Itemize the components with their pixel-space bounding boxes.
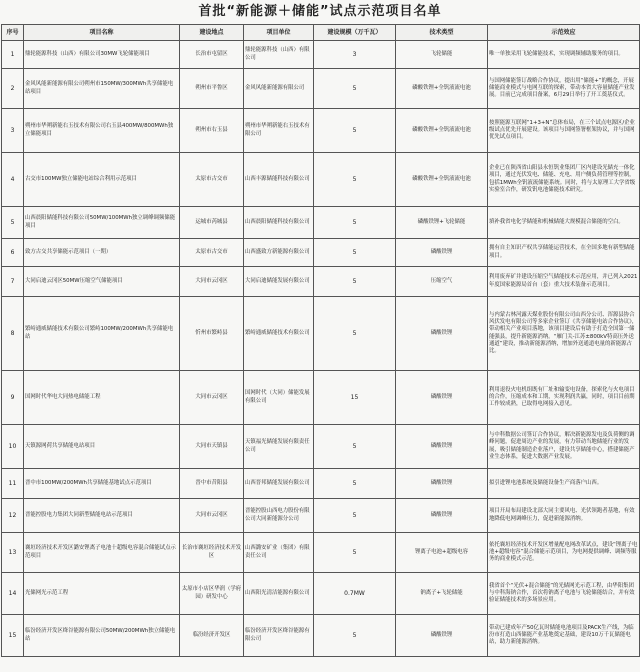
cell-unit: 繁峙通威储能技术有限公司 [244,297,314,371]
header-tech: 技术类型 [396,25,488,41]
cell-scale: 5 [314,425,396,469]
cell-location: 大同市云冈区 [180,371,244,425]
table-row [2,207,640,239]
cell-tech: 飞轮储能 [396,41,488,69]
cell-no: 5 [2,207,24,239]
cell-unit: 山西潞安矿业（集团）有限责任公司 [244,533,314,573]
cell-name: 金风风能新能源有限公司朔州市150MW/300MWh共享储能电站项目 [24,69,180,109]
cell-tech: 磷酸铁锂 [396,371,488,425]
cell-location: 忻州市繁峙县 [180,297,244,371]
cell-location: 长治市屯留区 [180,41,244,69]
table-row [2,239,640,267]
cell-tech: 磷酸铁锂+全钒液流电池 [396,153,488,207]
cell-name: 古交市100MW独立储能电站综合利用示范项目 [24,153,180,207]
cell-scale: 5 [314,109,396,153]
table-row [2,371,640,425]
cell-name: 致方古交共享储能示范项目（一期） [24,239,180,267]
cell-effect: 与内蒙古林河露天煤业股份有限公司山西分公司、浑源县协合风伏发电有限公司等多家企业签订《共享储能电站合作协议》，带动相关产业项目落地，该项目建设后有助于打造全国第一储能强县，提升新能源消纳。“雁门关-江苏±800kV特高压外送通道”建设，推动新能源消纳，增加外送通道电量的新能源占比。 [488,297,640,371]
cell-no: 11 [2,469,24,499]
cell-scale: 3 [314,41,396,69]
cell-name: 晋中市100MW/200MWh共享储能基地试点示范项目 [24,469,180,499]
cell-unit: 山西晋邦储能发展有限公司 [244,469,314,499]
cell-unit: 山西阳光清洁能源有限公司 [244,573,314,615]
cell-no: 6 [2,239,24,267]
cell-effect: 按照能源互联网“1+3+N”总体布局，在三个试点电源区/企业级试点优先开展建设。该项目与国网签署框架协议，并与国网优先试点项目。 [488,109,640,153]
cell-name: 光储网光示范工程 [24,573,180,615]
cell-unit: 山西盛致方新能源有限公司 [244,239,314,267]
cell-effect: 填补我省电化学储能和机械储能大规模混合储能的空白。 [488,207,640,239]
cell-scale: 5 [314,297,396,371]
cell-no: 2 [2,69,24,109]
project-table [1,24,640,657]
table-row [2,267,640,297]
table-row [2,297,640,371]
cell-location: 太原市古交市 [180,239,244,267]
cell-no: 7 [2,267,24,297]
table-row [2,573,640,615]
cell-location: 大同市天镇县 [180,425,244,469]
table-row [2,69,640,109]
cell-name: 晋能控股电力集团大同新型储能电站示范项目 [24,499,180,533]
cell-name: 临汾经济开发区绛谷能源有限公司50MW/200MWh独立储能电站 [24,615,180,657]
cell-effect: 利用退役火电机组既有厂址和输变电设备，探索化与火电项目的合作，压缩成本和工期，实现利润共赢，同时，项目目前期工作较成熟，已取得电网接入意见。 [488,371,640,425]
table-row [2,615,640,657]
cell-effect: 拟引进锂电池系统及储能设备生产商落户山西。 [488,469,640,499]
cell-no: 8 [2,297,24,371]
cell-tech: 磷酸铁锂 [396,297,488,371]
cell-name: 国网时代华电大同热电储能工程 [24,371,180,425]
cell-unit: 天镇福光储能发展有限责任公司 [244,425,314,469]
cell-no: 12 [2,499,24,533]
cell-effect: 带动已建成年产50亿瓦时储能电池项目及PACK生产线，为临汾市打造山西储能产业基地奠定基础，建设10万千瓦储能电站，助力新能源消纳。 [488,615,640,657]
cell-effect: 拥有自主知识产权共享储能运营技术，在全国多地有新型储能项目。 [488,239,640,267]
cell-location: 朔州市平鲁区 [180,69,244,109]
cell-location: 太原市小店区华润（学府园）研发中心 [180,573,244,615]
table-header-row [2,25,640,41]
table-row [2,499,640,533]
cell-location: 朔州市右玉县 [180,109,244,153]
cell-location: 太原市古交市 [180,153,244,207]
header-location: 建设地点 [180,25,244,41]
cell-location: 运城市芮城县 [180,207,244,239]
table-row [2,533,640,573]
cell-effect: 依托襄垣经济技术开发区增量配电网改革试点，建设“锂离子电池+超级电容”混合储能示范项目，为电网提供调峰、调频等服务的商业模式示范。 [488,533,640,573]
cell-scale: 5 [314,533,396,573]
cell-unit: 朔州市华朔新能右玉技术有限公司 [244,109,314,153]
cell-tech: 磷酸铁锂+全钒液流电池 [396,69,488,109]
cell-unit: 临汾经济开发区绛谷能源有限公司 [244,615,314,657]
cell-scale: 5 [314,469,396,499]
cell-scale: 5 [314,69,396,109]
cell-name: 大同启迪云冈区50MW压缩空气储能项目 [24,267,180,297]
table-row [2,109,640,153]
table-body [2,41,640,657]
cell-tech: 磷酸铁锂 [396,425,488,469]
cell-name: 山西晨阳储能科技有限公司50MW/100MWh独立调峰调频储能项目 [24,207,180,239]
cell-scale: 5 [314,207,396,239]
cell-no: 10 [2,425,24,469]
table-row [2,469,640,499]
cell-location: 晋中市昔阳县 [180,469,244,499]
cell-location: 大同市云冈区 [180,267,244,297]
cell-name: 天镇源网荷共享储能电站项目 [24,425,180,469]
cell-unit: 山西丰源储能科技有限公司 [244,153,314,207]
cell-tech: 压缩空气 [396,267,488,297]
cell-no: 13 [2,533,24,573]
cell-no: 3 [2,109,24,153]
cell-scale: 5 [314,153,396,207]
cell-unit: 国网时代（大同）储能发展有限公司 [244,371,314,425]
cell-effect: 唯一单独采用飞轮储能技术，实现调频辅助服务的项目。 [488,41,640,69]
cell-unit: 鼎轮能源科技（山西）有限公司 [244,41,314,69]
cell-scale: 5 [314,239,396,267]
cell-effect: 企业已在陕西省山阳县永恒钒业集团厂区内建设光储充一体化项目，通过光伏发电、储能、充电、用户侧负荷管理等控制，包括1MWh全钒液流储能系统。同时，将与太原理工大学省级实验室合作，研发钒电池储能技术研究。 [488,153,640,207]
cell-no: 1 [2,41,24,69]
cell-name: 襄垣经济技术开发区潞安锂离子电池十超级电容混合储能试点示范项目 [24,533,180,573]
cell-effect: 与国网储能签订战略合作协议，提出用“储能+”的概念，开展储能商业模式与电网互联的探索，带动本省大容量储能产业发展。目前已完成项目备案，6月29日举行了开工奠基仪式。 [488,69,640,109]
cell-no: 4 [2,153,24,207]
cell-scale: 0.7MW [314,573,396,615]
cell-tech: 磷酸铁锂 [396,499,488,533]
cell-unit: 晋能控股山西电力股份有限公司大同新能源分公司 [244,499,314,533]
cell-scale: 15 [314,371,396,425]
cell-no: 9 [2,371,24,425]
cell-scale: 5 [314,267,396,297]
cell-location: 长治市襄垣经济技术开发区 [180,533,244,573]
cell-scale: 5 [314,615,396,657]
cell-unit: 金风风能新能源有限公司 [244,69,314,109]
cell-tech: 锂离子电池+超级电容 [396,533,488,573]
cell-tech: 钠离子+飞轮储能 [396,573,488,615]
table-row [2,153,640,207]
cell-effect: 与中科数据公司签订合作协议，解决新能源发电及负荷侧的调峰问题，促进周边产业的发展，有力带动当地储能行业的发展，吸引储能制造企业落户，建设共享储能中心，搭建储能产业生态体系，促进大数据产业发展。 [488,425,640,469]
cell-tech: 磷酸铁锂 [396,469,488,499]
header-no: 序号 [2,25,24,41]
header-name: 项目名称 [24,25,180,41]
document-title: 首批“新能源＋储能”试点示范项目名单 [198,4,442,19]
cell-unit: 山西晨阳储能科技有限公司 [244,207,314,239]
table-row [2,41,640,69]
cell-effect: 我省首个“光伏+混合储能”的光储网光示范工程，由华阳集团与中科海钠合作，首次将钠离子电池与飞轮储能结合，并有效验证储能技术的多场景应用。 [488,573,640,615]
cell-location: 临汾经济开发区 [180,615,244,657]
cell-effect: 项目开局布局建设北部大同主要风电、光伏领跑者基地，有效地降低电网调峰压力，促进新能源消纳。 [488,499,640,533]
cell-no: 15 [2,615,24,657]
cell-scale: 5 [314,499,396,533]
cell-name: 鼎轮能源科技（山西）有限公司30MW飞轮储能项目 [24,41,180,69]
cell-tech: 磷酸铁锂+飞轮储能 [396,207,488,239]
cell-effect: 利用废弃矿井建设压缩空气储能技术示范应用，并已列入2021年度国家能源局首台（套）重大技术装备示范项目。 [488,267,640,297]
table-row [2,425,640,469]
cell-unit: 大同启迪储能发展有限公司 [244,267,314,297]
cell-tech: 磷酸铁锂 [396,239,488,267]
header-scale: 建设规模（万千瓦） [314,25,396,41]
cell-name: 繁峙通威储能技术有限公司繁峙100MW/200MWh共享储能电站 [24,297,180,371]
cell-no: 14 [2,573,24,615]
cell-tech: 磷酸铁锂+全钒液流电池 [396,109,488,153]
cell-tech: 磷酸铁锂 [396,615,488,657]
header-unit: 项目单位 [244,25,314,41]
cell-location: 大同市云冈区 [180,499,244,533]
header-effect: 示范效应 [488,25,640,41]
cell-name: 朔州市华朔新能右玉技术有限公司右玉县400MW/800MWh独立储能项目 [24,109,180,153]
